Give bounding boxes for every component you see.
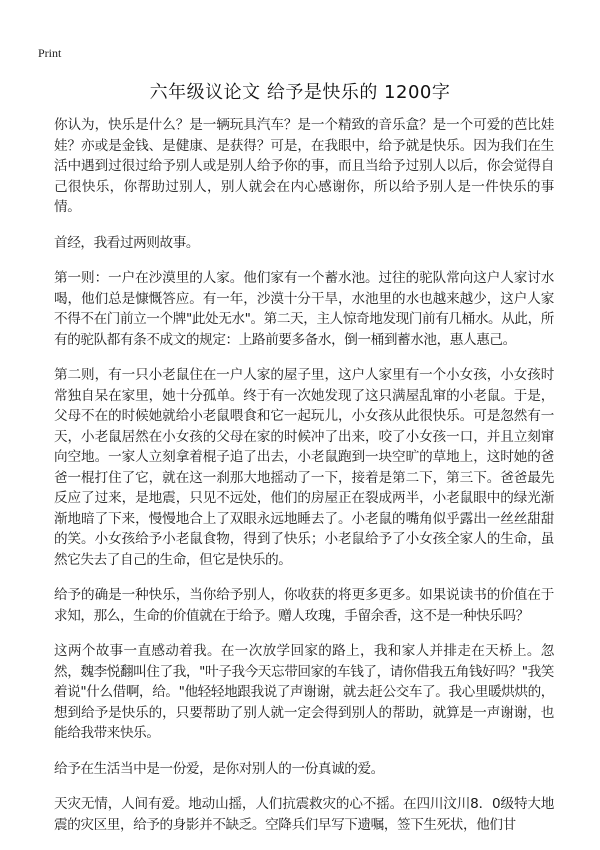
paragraph-personal-story: 这两个故事一直感动着我。在一次放学回家的路上，我和家人并排走在天桥上。忽然，魏李悦翻叫住了我，"叶子我今天忘带回家的车钱了，请你借我五角钱好吗？"我笑着说"什么借啊，给。"他轻轻地跟我说了声谢谢，就去赶公交车了。我心里暖烘烘的，想到给予是快乐的，只要帮助了别人就一定会得到别人的帮助，就算是一声谢谢，也能给我带来快乐。 (54, 643, 554, 741)
paragraph-giving-joy: 给予的确是一种快乐，当你给予别人，你收获的将更多更多。如果说读书的价值在于求知，那么，生命的价值就在于给予。赠人玫瑰，手留余香，这不是一种快乐吗？ (54, 587, 554, 624)
paragraph-earthquake: 天灾无情，人间有爱。地动山摇，人们抗震救灾的心不摇。在四川汶川8．0级特大地震的灾区里，给予的身影并不缺乏。空降兵们早写下遗嘱，签下生死状，他们甘 (54, 796, 554, 833)
paragraph-giving-love: 给予在生活当中是一份爱，是你对别人的一份真诚的爱。 (54, 760, 384, 777)
print-label: Print (38, 46, 62, 60)
paragraph-story-two: 第二则，有一只小老鼠住在一户人家的屋子里，这户人家里有一个小女孩，小女孩时常独自呆在家里，她十分孤单。终于有一次她发现了这只满屋乱窜的小老鼠。于是，父母不在的时候她就给小老鼠喂食和它一起玩儿，小女孩从此很快乐。可是忽然有一天，小老鼠居然在小女孩的父母在家的时候冲了出来，咬了小女孩一口，并且立刻窜向空地。一家人立刻拿着棍子追了出去，小老鼠跑到一块空旷的草地上，这时她的爸爸一棍打住了它，就在这一刹那大地摇动了一下，接着是第二下，第三下。爸爸最先反应了过来，是地震，只见不远处，他们的房屋正在裂成两半，小老鼠眼中的绿光渐渐地暗了下来，慢慢地合上了双眼永远地睡去了。小老鼠的嘴角似乎露出一丝丝甜甜的笑。小女孩给予小老鼠食物，得到了快乐；小老鼠给予了小女孩全家人的生命，虽然它失去了自己的生命，但它是快乐的。 (54, 367, 554, 568)
document-body (54, 115, 554, 850)
paragraph-stories-intro: 首经，我看过两则故事。 (54, 234, 200, 251)
paragraph-story-one: 第一则：一户在沙漠里的人家。他们家有一个蓄水池。过往的驼队常向这户人家讨水喝，他们总是慷慨答应。有一年，沙漠十分干旱，水池里的水也越来越少，这户人家不得不在门前立一个牌"此处无水"。第二天，主人惊奇地发现门前有几桶水。从此，所有的驼队都有条不成文的规定：上路前要多备水，倒一桶到蓄水池，惠人惠己。 (54, 270, 554, 348)
paragraph-intro: 你认为，快乐是什么？是一辆玩具汽车？是一个精致的音乐盒？是一个可爱的芭比娃娃？亦或是金钱、是健康、是获得？可是，在我眼中，给予就是快乐。因为我们在生活中遇到过很过给予别人或是别人给予你的事，而且当给予过别人以后，你会觉得自己很快乐，你帮助过别人，别人就会在内心感谢你，所以给予别人是一件快乐的事情。 (54, 117, 554, 215)
document-title: 六年级议论文 给予是快乐的 1200字 (149, 82, 451, 103)
